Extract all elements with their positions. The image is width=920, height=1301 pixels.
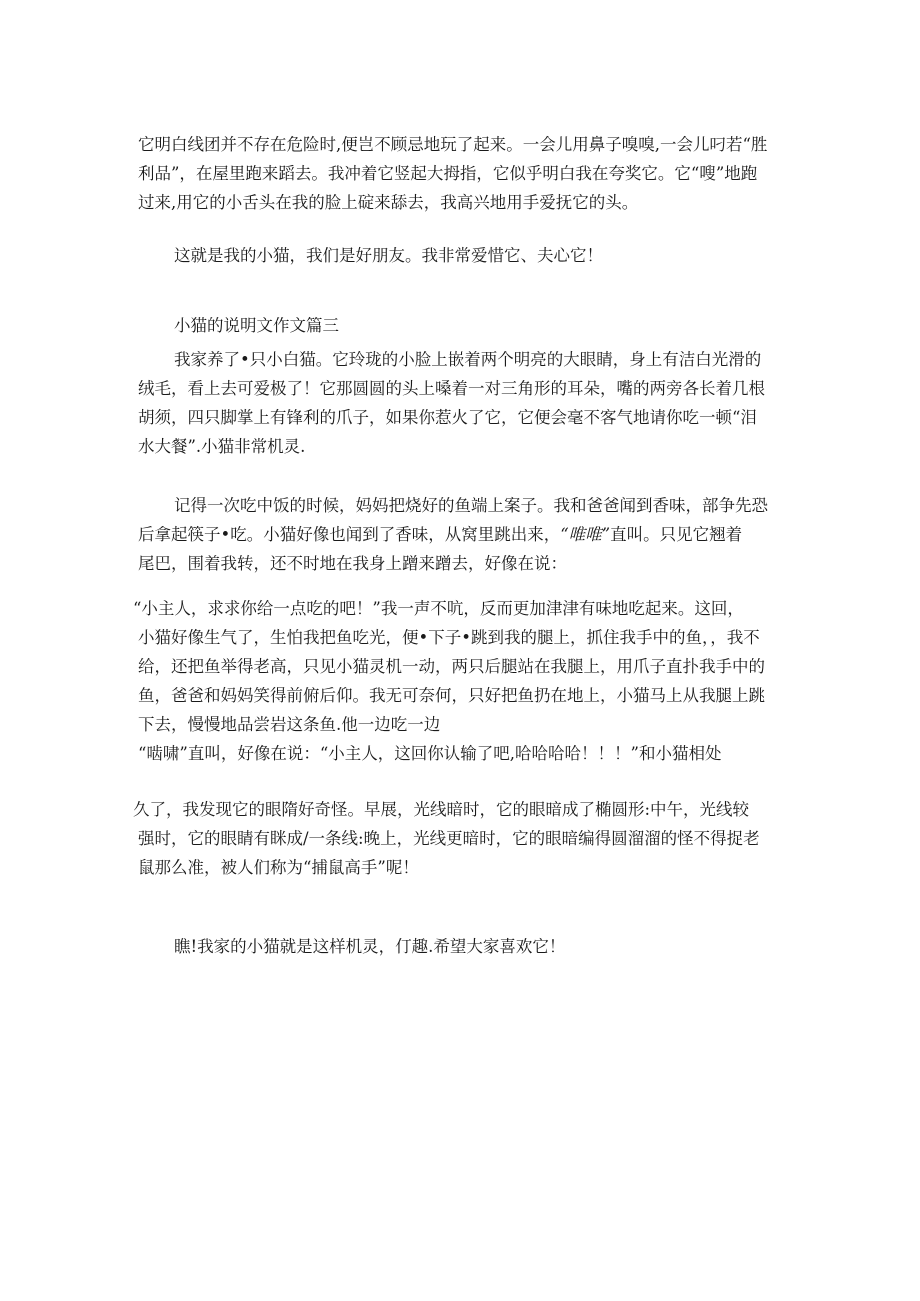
text-line: 强时，它的眼睛有眯成/一条线:晚上，光线更暗时，它的眼暗编得圆溜溜的怪不得捉老 xyxy=(138,829,760,848)
text-line: 胡须，四只脚掌上有锋利的爪子，如果你惹火了它，它便会毫不客气地请你吃一顿“泪 xyxy=(138,408,757,427)
paragraph-4 xyxy=(133,795,793,940)
intro-paragraph xyxy=(138,130,788,217)
text-line: 瞧!我家的小猫就是这样机灵，仃趣.希望大家喜欢它！ xyxy=(174,937,566,956)
text-line: 绒毛，看上去可爱极了！它那圆圆的头上嗓着一对三角形的耳朵，嘴的两旁各长着几根 xyxy=(138,379,765,398)
paragraph-3 xyxy=(133,594,793,768)
text-line-mixed xyxy=(138,520,788,549)
text-line: 给，还把鱼举得老高，只见小猫灵机一动，两只后腿站在我腿上，用爪子直扑我手中的 xyxy=(138,657,765,676)
italic-quote: “唯唯” xyxy=(560,525,611,544)
text-segment: 直叫。只见它翘着 xyxy=(610,525,743,544)
text-segment: 后拿起筷子•吃。小猫好像也闻到了香味，从窝里跳出来， xyxy=(138,525,561,544)
conclusion-paragraph-1 xyxy=(138,241,788,270)
text-line: 鼠那么准，被人们称为“捕鼠高手”呢！ xyxy=(138,858,419,877)
text-line: 利品”，在屋里跑来蹈去。我冲着它竖起大拇指，它似乎明白我在夸奖它。它“嗖”地跑 xyxy=(138,164,758,183)
text-line xyxy=(133,882,793,911)
conclusion-paragraph-2 xyxy=(138,932,788,961)
text-line: 记得一次吃中饭的时候，妈妈把烧好的鱼端上案子。我和爸爸闻到香味，部争先恐 xyxy=(174,496,768,515)
text-line: 水大餐”.小猫非常机灵. xyxy=(138,437,306,456)
paragraph-1 xyxy=(138,345,788,461)
text-line: 我家养了•只小白猫。它玲珑的小脸上嵌着两个明亮的大眼睛，身上有洁白光滑的 xyxy=(174,350,762,369)
text-line: 它明白线团并不存在危险时,便岂不顾忌地玩了起来。一会儿用鼻子嗅嗅,一会儿叼若“胜 xyxy=(138,135,768,154)
text-line: “小主人，求求你给一点吃的吧！”我一声不吭，反而更加津津有味地吃起来。这回， xyxy=(133,599,744,618)
text-line: 过来,用它的小舌头在我的脸上碇来舔去，我高兴地用手爱抚它的头。 xyxy=(138,193,639,212)
text-line: 小猫好像生气了，生怕我把鱼吃光，便•下子•跳到我的腿上，抓住我手中的鱼，，我不 xyxy=(138,628,760,647)
text-line: 下去，慢慢地品尝岩这条鱼.他一边吃一边 xyxy=(138,715,441,734)
section-title xyxy=(138,311,788,340)
section-title-text: 小猫的说明文作文篇三 xyxy=(174,316,339,335)
text-line: “啮啸”直叫，好像在说：“小主人，这回你认输了吧,哈哈哈哈！！！”和小猫相处 xyxy=(138,744,722,763)
text-line: 这就是我的小猫，我们是好朋友。我非常爱惜它、夫心它！ xyxy=(174,246,603,265)
text-line: 久了，我发现它的眼隋好奇怪。早展，光线暗时，它的眼暗成了椭圆形:中午，光线较 xyxy=(133,800,750,819)
text-line: 鱼，爸爸和妈妈笑得前俯后仰。我无可奈何，只好把鱼扔在地上，小猫马上从我腿上跳 xyxy=(138,686,765,705)
text-line: 尾巴，围着我转，还不时地在我身上蹭来蹭去，好像在说： xyxy=(138,554,567,573)
paragraph-2 xyxy=(138,491,788,578)
